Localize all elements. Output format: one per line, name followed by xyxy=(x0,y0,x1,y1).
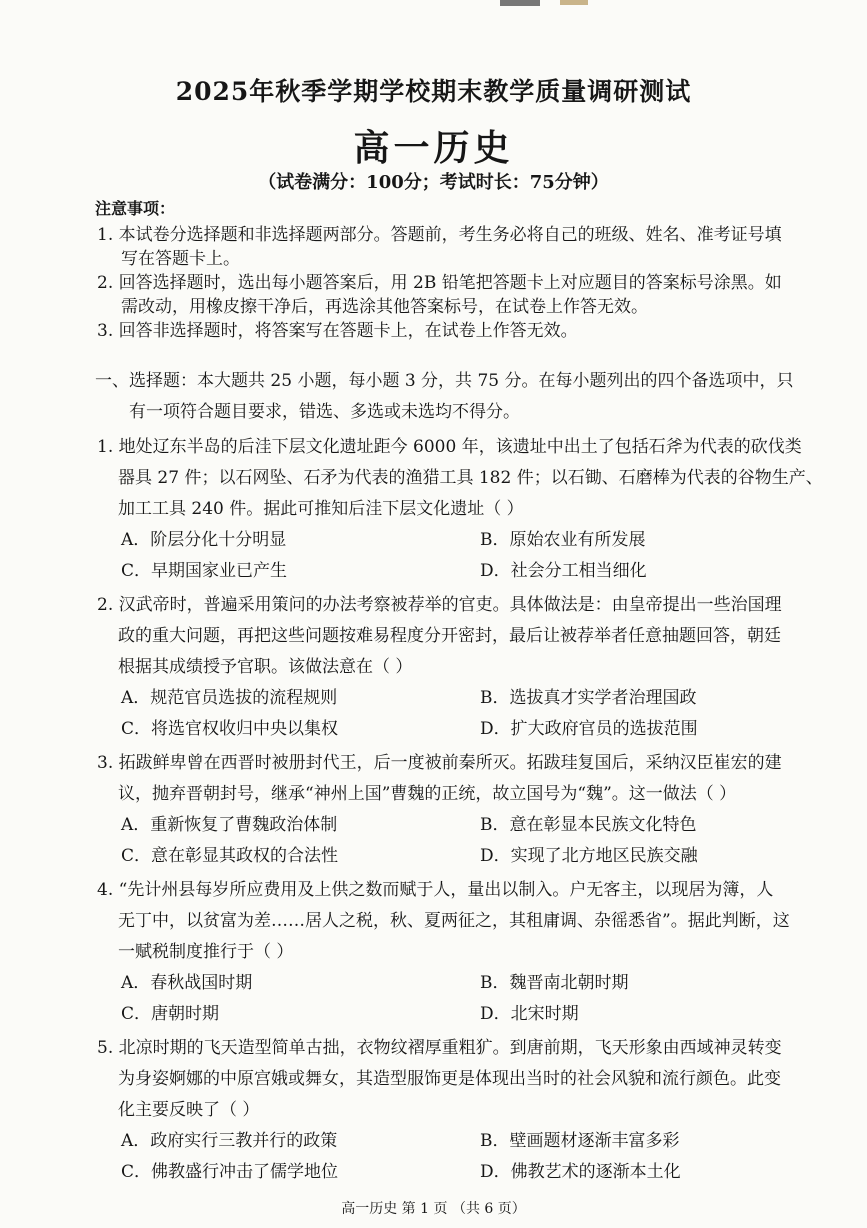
notice-line: 需改动，用橡皮擦干净后，再选涂其他答案标号，在试卷上作答无效。 xyxy=(121,297,648,317)
section-heading-cont: 有一项符合题目要求，错选、多选或未选均不得分。 xyxy=(129,402,520,422)
scan-mark xyxy=(560,0,588,5)
section-heading: 一、选择题：本大题共 25 小题，每小题 3 分，共 75 分。在每小题列出的四个备选项中，只 xyxy=(95,371,794,391)
option-b: B．原始农业有所发展 xyxy=(480,530,646,550)
option-a: A．重新恢复了曹魏政治体制 xyxy=(121,815,338,835)
option-b: B．魏晋南北朝时期 xyxy=(480,973,629,993)
option-a: A．政府实行三教并行的政策 xyxy=(121,1131,338,1151)
question-line: 3. 拓跋鲜卑曾在西晋时被册封代王，后一度被前秦所灭。拓跋珪复国后，采纳汉臣崔宏的建 xyxy=(97,753,782,773)
notice-line: 2. 回答选择题时，选出每小题答案后，用 2B 铅笔把答题卡上对应题目的答案标号涂黑。如 xyxy=(97,273,782,293)
notice-line: 1. 本试卷分选择题和非选择题两部分。答题前，考生务必将自己的班级、姓名、准考证号填 xyxy=(97,225,782,245)
page-footer: 高一历史 第 1 页 （共 6 页） xyxy=(341,1201,526,1217)
option-c: C．将选官权收归中央以集权 xyxy=(121,719,339,739)
option-d: D．实现了北方地区民族交融 xyxy=(480,846,698,866)
option-a: A．规范官员选拔的流程规则 xyxy=(121,688,338,708)
option-c: C．早期国家业已产生 xyxy=(121,561,288,581)
question-line: 1. 地处辽东半岛的后洼下层文化遗址距今 6000 年，该遗址中出土了包括石斧为代表的砍伐类 xyxy=(97,437,802,457)
option-c: C．唐朝时期 xyxy=(121,1004,220,1024)
subject-title: 高一历史 xyxy=(353,127,514,169)
question-line: 一赋税制度推行于（ ） xyxy=(118,942,294,962)
option-b: B．意在彰显本民族文化特色 xyxy=(480,815,697,835)
question-line: 5. 北凉时期的飞天造型简单古拙，衣物纹褶厚重粗犷。到唐前期，飞天形象由西域神灵转变 xyxy=(97,1038,782,1058)
option-a: A．春秋战国时期 xyxy=(121,973,253,993)
option-b: B．壁画题材逐渐丰富多彩 xyxy=(480,1131,680,1151)
option-c: C．意在彰显其政权的合法性 xyxy=(121,846,339,866)
notice-line: 写在答题卡上。 xyxy=(121,249,240,269)
question-line: 加工工具 240 件。据此可推知后洼下层文化遗址（ ） xyxy=(118,499,524,519)
option-d: D．北宋时期 xyxy=(480,1004,579,1024)
question-line: 2. 汉武帝时，普遍采用策问的办法考察被荐举的官吏。具体做法是：由皇帝提出一些治国理 xyxy=(97,595,782,615)
option-d: D．社会分工相当细化 xyxy=(480,561,647,581)
notice-line: 3. 回答非选择题时，将答案写在答题卡上，在试卷上作答无效。 xyxy=(97,321,578,341)
question-line: 政的重大问题，再把这些问题按难易程度分开密封，最后让被荐举者任意抽题回答，朝廷 xyxy=(118,626,781,646)
notice-heading: 注意事项： xyxy=(95,199,176,218)
option-b: B．选拔真才实学者治理国政 xyxy=(480,688,697,708)
question-line: 根据其成绩授予官职。该做法意在（ ） xyxy=(118,657,413,677)
question-line: 4. “先计州县每岁所应费用及上供之数而赋于人，量出以制入。户无客主，以现居为簿，人 xyxy=(97,880,774,900)
question-line: 化主要反映了（ ） xyxy=(118,1100,260,1120)
scan-mark xyxy=(500,0,540,6)
exam-title: 2025年秋季学期学校期末教学质量调研测试 xyxy=(175,77,692,106)
question-line: 为身姿婀娜的中原宫娥或舞女，其造型服饰更是体现出当时的社会风貌和流行颜色。此变 xyxy=(118,1069,781,1089)
question-line: 无丁中，以贫富为差……居人之税，秋、夏两征之，其租庸调、杂徭悉省”。据此判断，这 xyxy=(118,911,790,931)
option-d: D．佛教艺术的逐渐本土化 xyxy=(480,1162,681,1182)
exam-info: （试卷满分：100分；考试时长：75分钟） xyxy=(258,172,609,193)
option-a: A．阶层分化十分明显 xyxy=(121,530,287,550)
question-line: 器具 27 件；以石网坠、石矛为代表的渔猎工具 182 件；以石锄、石磨棒为代表的谷物生产、 xyxy=(118,468,823,488)
option-c: C．佛教盛行冲击了儒学地位 xyxy=(121,1162,339,1182)
option-d: D．扩大政府官员的选拔范围 xyxy=(480,719,698,739)
question-line: 议，抛弃晋朝封号，继承“神州上国”曹魏的正统，故立国号为“魏”。这一做法（ ） xyxy=(118,784,737,804)
